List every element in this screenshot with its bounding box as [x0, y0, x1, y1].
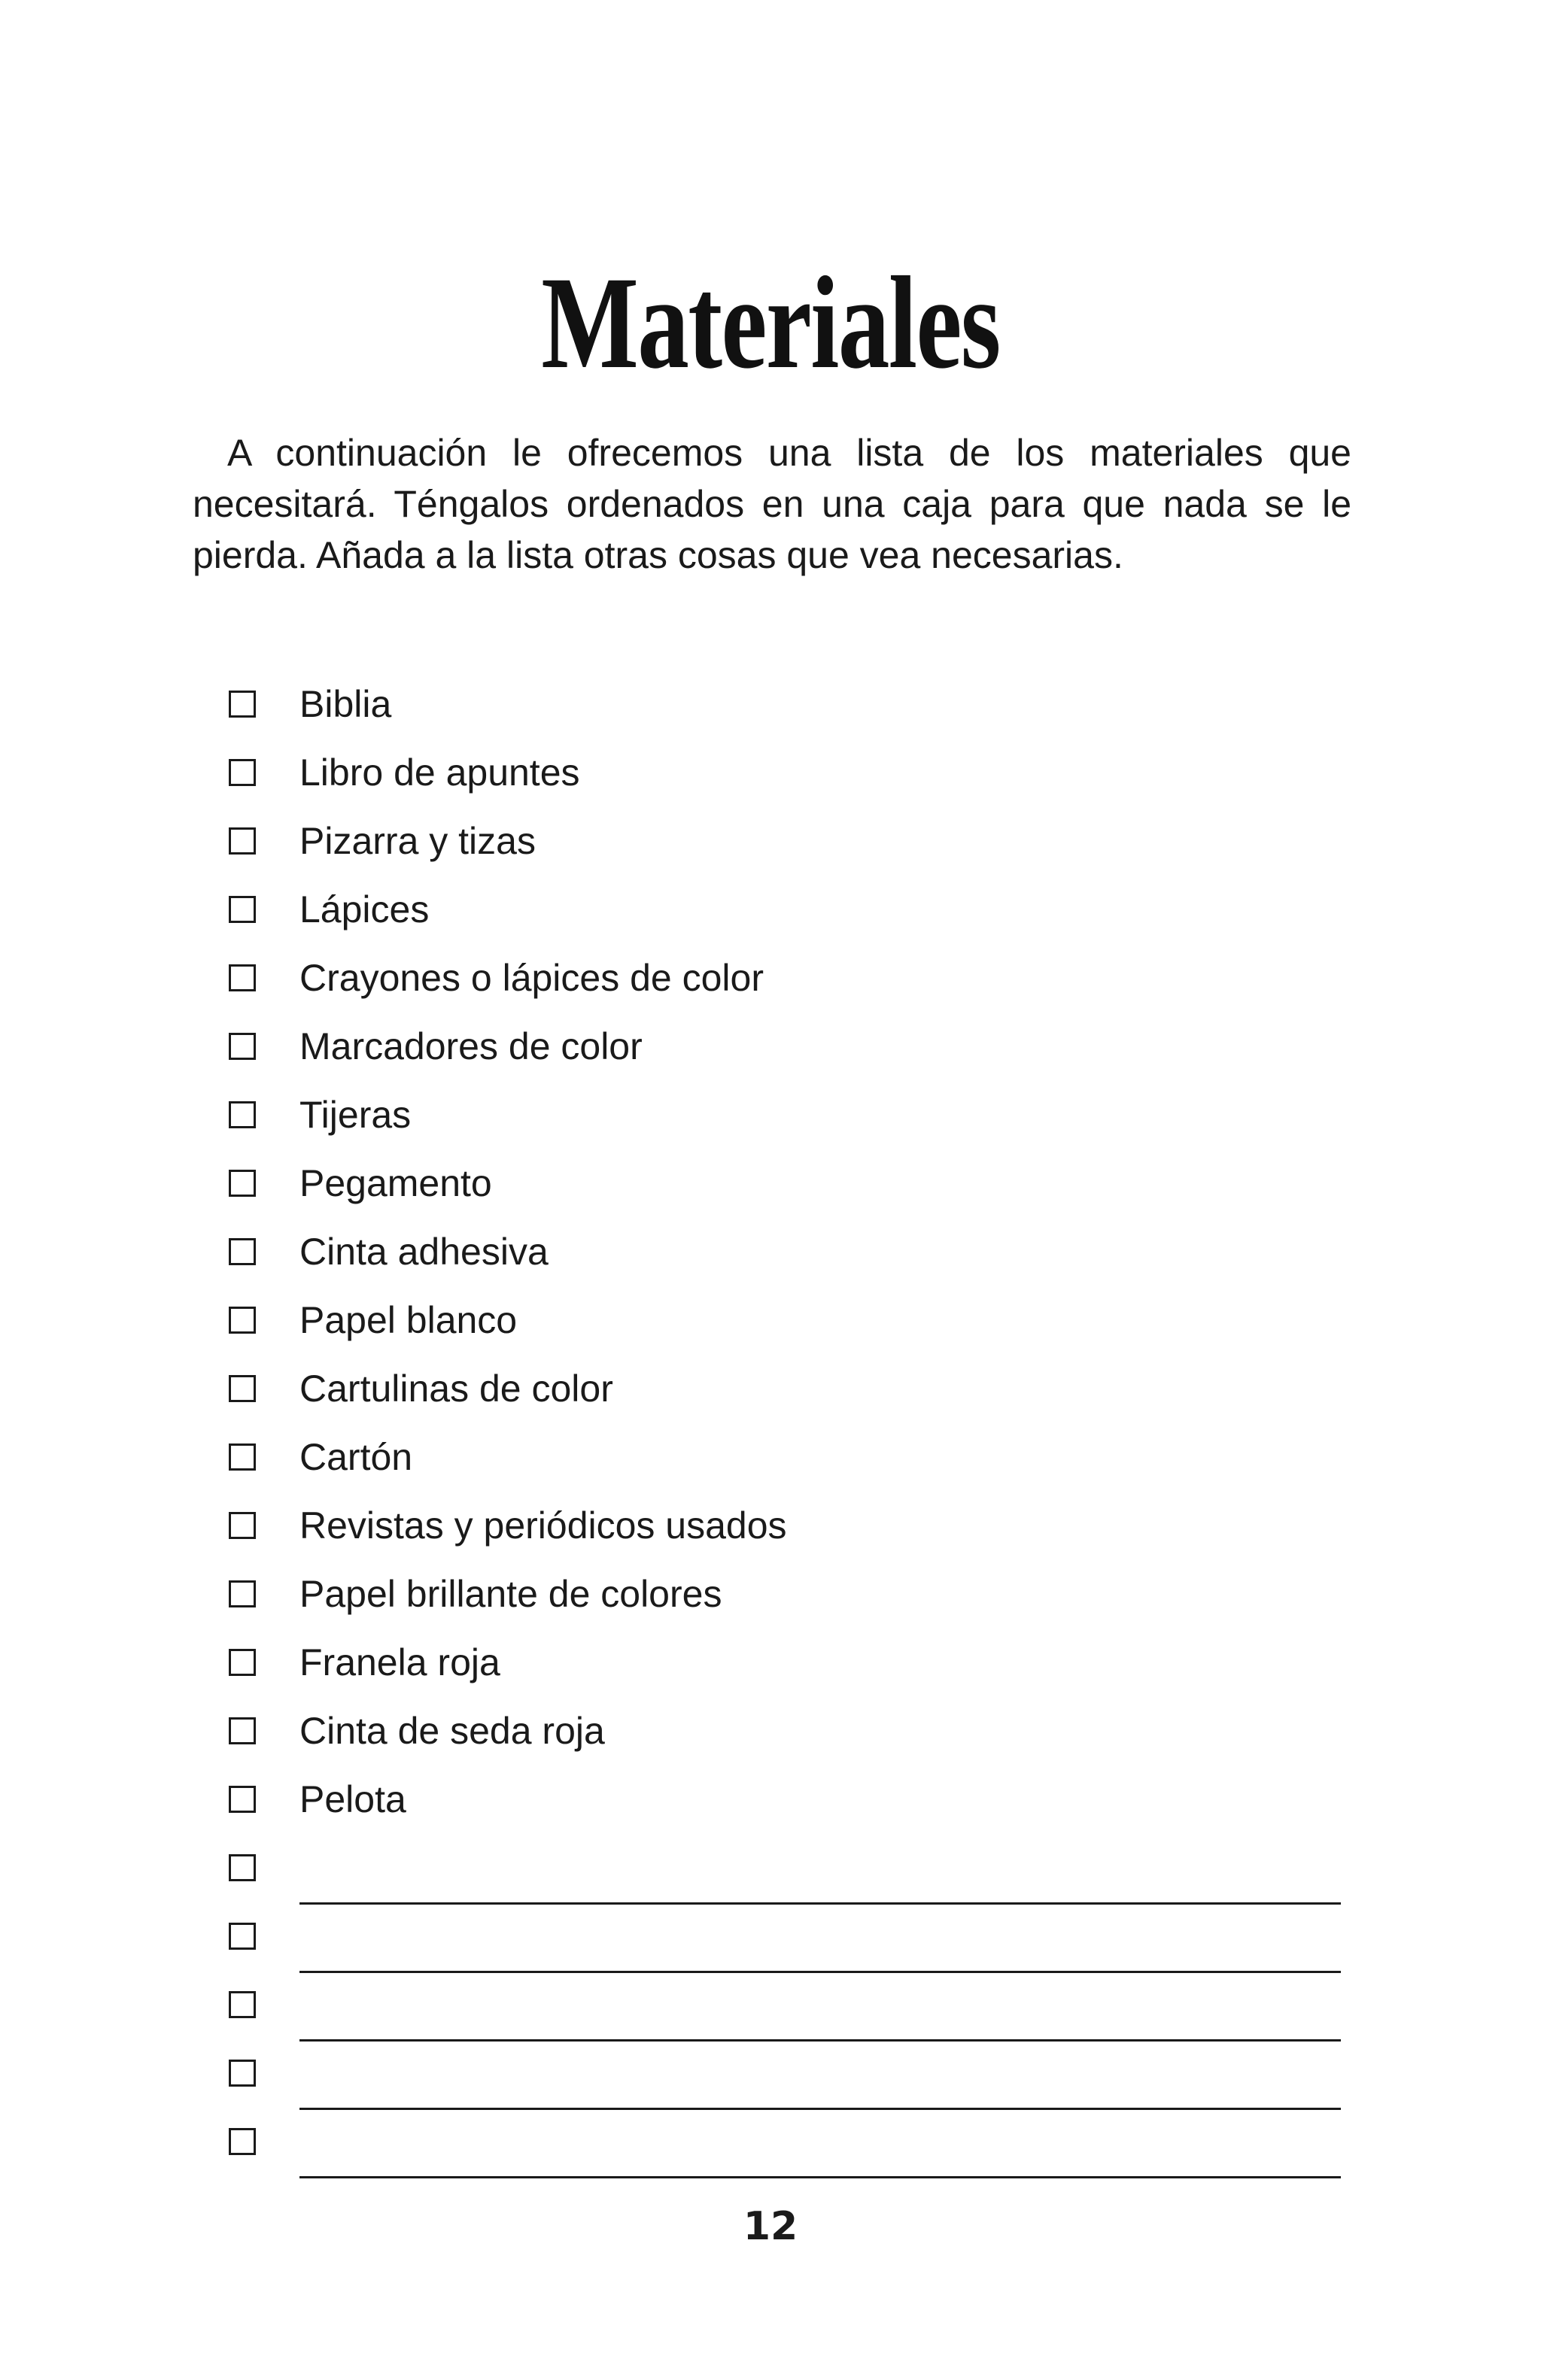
- checklist-item-label: Lápices: [299, 888, 430, 930]
- checklist-item-label: Papel brillante de colores: [299, 1572, 722, 1615]
- write-in-line[interactable]: [299, 1994, 1341, 2042]
- checkbox[interactable]: [229, 1580, 256, 1607]
- checkbox[interactable]: [229, 759, 256, 786]
- blank-checklist-item: [229, 1833, 1357, 1902]
- checklist-item: [229, 1354, 1357, 1422]
- checkbox[interactable]: [229, 1649, 256, 1676]
- checkbox[interactable]: [229, 1854, 256, 1881]
- checklist-item-label: Biblia: [299, 682, 392, 725]
- checklist-item: [229, 806, 1357, 875]
- checkbox[interactable]: [229, 2128, 256, 2155]
- checkbox[interactable]: [229, 2060, 256, 2087]
- write-in-line[interactable]: [299, 1857, 1341, 1905]
- blank-checklist-item: [229, 1970, 1357, 2038]
- intro-paragraph: [193, 427, 1351, 581]
- checkbox[interactable]: [229, 1991, 256, 2018]
- checklist-item-label: Cartulinas de color: [299, 1367, 613, 1410]
- checklist-item-label: Libro de apuntes: [299, 751, 580, 794]
- checkbox[interactable]: [229, 896, 256, 923]
- checklist-item: [229, 1628, 1357, 1696]
- checkbox[interactable]: [229, 1101, 256, 1128]
- checklist-item: [229, 1149, 1357, 1217]
- checkbox[interactable]: [229, 1375, 256, 1402]
- checklist-item-label: Revistas y periódicos usados: [299, 1504, 787, 1547]
- checklist-item: [229, 1080, 1357, 1149]
- checkbox[interactable]: [229, 1443, 256, 1471]
- checkbox[interactable]: [229, 964, 256, 991]
- checkbox[interactable]: [229, 1170, 256, 1197]
- checklist-item: [229, 943, 1357, 1012]
- checkbox[interactable]: [229, 1033, 256, 1060]
- checklist-item: [229, 1765, 1357, 1833]
- blank-checklist-item: [229, 1902, 1357, 1970]
- blank-checklist-item: [229, 2107, 1357, 2175]
- checklist-item: [229, 1696, 1357, 1765]
- materials-checklist: [229, 669, 1357, 2175]
- write-in-line[interactable]: [299, 2063, 1341, 2110]
- checkbox[interactable]: [229, 1923, 256, 1950]
- checkbox[interactable]: [229, 1307, 256, 1334]
- checkbox[interactable]: [229, 691, 256, 718]
- checklist-item-label: Papel blanco: [299, 1298, 518, 1341]
- checklist-item: [229, 1422, 1357, 1491]
- checkbox[interactable]: [229, 1512, 256, 1539]
- checklist-item-label: Pegamento: [299, 1161, 492, 1204]
- checklist-item: [229, 669, 1357, 738]
- checkbox[interactable]: [229, 1238, 256, 1265]
- checklist-item: [229, 875, 1357, 943]
- blank-checklist-item: [229, 2038, 1357, 2107]
- checklist-item-label: Crayones o lápices de color: [299, 956, 764, 999]
- checklist-item-label: Tijeras: [299, 1093, 412, 1136]
- checklist-item-label: Pizarra y tizas: [299, 819, 536, 862]
- checklist-item: [229, 1012, 1357, 1080]
- checklist-item-label: Cinta adhesiva: [299, 1230, 549, 1273]
- checklist-item: [229, 1217, 1357, 1286]
- checklist-item: [229, 1491, 1357, 1559]
- write-in-line[interactable]: [299, 2131, 1341, 2178]
- checklist-item-label: Cinta de seda roja: [299, 1709, 605, 1752]
- write-in-line[interactable]: [299, 1926, 1341, 1973]
- page-number: 12: [743, 2204, 798, 2249]
- page-title: Materiales: [541, 250, 1000, 396]
- checkbox[interactable]: [229, 1786, 256, 1813]
- checklist-item: [229, 1286, 1357, 1354]
- intro-text: A continuación le ofrecemos una lista de los materiales que necesitará. Téngalos ordenados en una caja para que nada se le pierda. Añada a la lista otras cosas que vea necesarias.: [193, 432, 1351, 576]
- checklist-item-label: Marcadores de color: [299, 1025, 643, 1067]
- checkbox[interactable]: [229, 1717, 256, 1744]
- checklist-item-label: Cartón: [299, 1435, 413, 1478]
- checklist-item-label: Pelota: [299, 1777, 406, 1820]
- checkbox[interactable]: [229, 827, 256, 855]
- checklist-item: [229, 1559, 1357, 1628]
- checklist-item-label: Franela roja: [299, 1641, 500, 1683]
- checklist-item: [229, 738, 1357, 806]
